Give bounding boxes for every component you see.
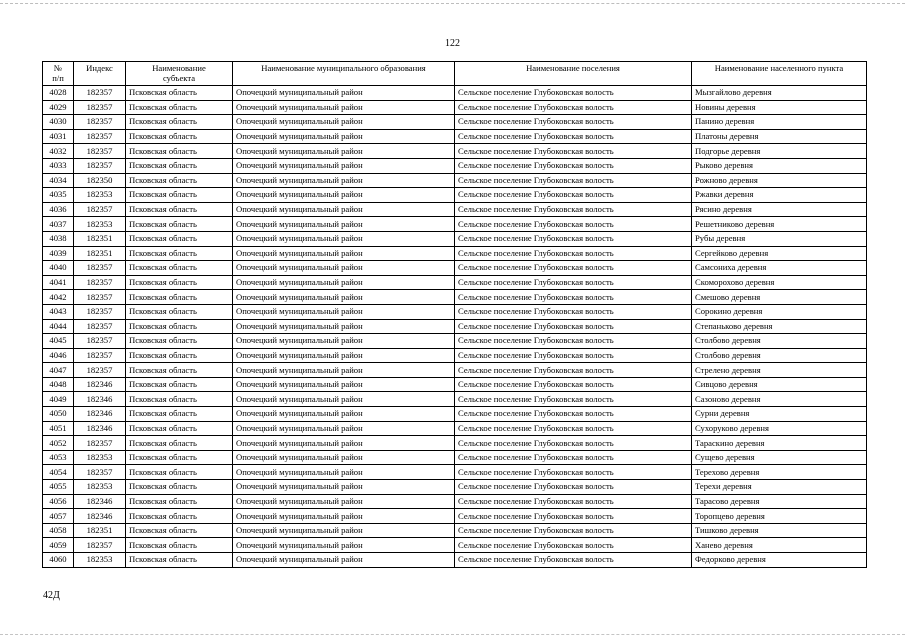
table-row: [43, 377, 867, 392]
cell-index: 182350: [74, 173, 126, 188]
cell-locality: Сущево деревня: [692, 450, 867, 465]
header-index: Индекс: [74, 62, 126, 86]
cell-subject: Псковская область: [126, 407, 233, 422]
header-number-line2: п/п: [52, 73, 64, 83]
cell-number: 4059: [43, 538, 74, 553]
cell-subject: Псковская область: [126, 173, 233, 188]
cell-locality: Рыково деревня: [692, 158, 867, 173]
cell-settlement: Сельское поселение Глубоковская волость: [455, 407, 692, 422]
header-subject: [126, 62, 233, 86]
cell-locality: Сергейково деревня: [692, 246, 867, 261]
cell-number: 4037: [43, 217, 74, 232]
cell-index: 182357: [74, 115, 126, 130]
cell-subject: Псковская область: [126, 231, 233, 246]
cell-locality: Тараскино деревня: [692, 436, 867, 451]
table-row: [43, 304, 867, 319]
cell-index: 182346: [74, 509, 126, 524]
cell-number: 4058: [43, 523, 74, 538]
cell-number: 4039: [43, 246, 74, 261]
header-municipality: Наименование муниципального образования: [233, 62, 455, 86]
cell-municipality: Опочецкий муниципальный район: [233, 450, 455, 465]
cell-number: 4049: [43, 392, 74, 407]
header-row: [43, 62, 867, 86]
cell-locality: Решетниково деревня: [692, 217, 867, 232]
cell-subject: Псковская область: [126, 304, 233, 319]
cell-number: 4028: [43, 86, 74, 101]
cell-number: 4045: [43, 334, 74, 349]
cell-number: 4050: [43, 407, 74, 422]
cell-number: 4052: [43, 436, 74, 451]
cell-subject: Псковская область: [126, 188, 233, 203]
cell-municipality: Опочецкий муниципальный район: [233, 217, 455, 232]
cell-locality: Рубы деревня: [692, 231, 867, 246]
table-row: [43, 246, 867, 261]
cell-settlement: Сельское поселение Глубоковская волость: [455, 261, 692, 276]
cell-municipality: Опочецкий муниципальный район: [233, 509, 455, 524]
cell-locality: Сурни деревня: [692, 407, 867, 422]
cell-settlement: Сельское поселение Глубоковская волость: [455, 450, 692, 465]
cell-number: 4041: [43, 275, 74, 290]
cell-index: 182357: [74, 334, 126, 349]
table-row: [43, 538, 867, 553]
cell-subject: Псковская область: [126, 392, 233, 407]
cell-index: 182357: [74, 290, 126, 305]
cell-locality: Сухоруково деревня: [692, 421, 867, 436]
cell-number: 4051: [43, 421, 74, 436]
cell-number: 4033: [43, 158, 74, 173]
table-row: [43, 363, 867, 378]
header-subject-line2: субъекта: [162, 73, 196, 83]
cell-settlement: Сельское поселение Глубоковская волость: [455, 465, 692, 480]
cell-municipality: Опочецкий муниципальный район: [233, 86, 455, 101]
cell-municipality: Опочецкий муниципальный район: [233, 392, 455, 407]
cell-settlement: Сельское поселение Глубоковская волость: [455, 480, 692, 495]
cell-settlement: Сельское поселение Глубоковская волость: [455, 377, 692, 392]
cell-index: 182357: [74, 86, 126, 101]
cell-number: 4029: [43, 100, 74, 115]
cell-subject: Псковская область: [126, 319, 233, 334]
cell-index: 182357: [74, 465, 126, 480]
cell-settlement: Сельское поселение Глубоковская волость: [455, 363, 692, 378]
cell-locality: Тишково деревня: [692, 523, 867, 538]
cell-subject: Псковская область: [126, 480, 233, 495]
cell-municipality: Опочецкий муниципальный район: [233, 407, 455, 422]
footer-code: 42Д: [43, 590, 60, 601]
cell-index: 182357: [74, 100, 126, 115]
cell-index: 182357: [74, 275, 126, 290]
cell-subject: Псковская область: [126, 421, 233, 436]
table-row: [43, 261, 867, 276]
cell-settlement: Сельское поселение Глубоковская волость: [455, 319, 692, 334]
cell-municipality: Опочецкий муниципальный район: [233, 523, 455, 538]
cell-municipality: Опочецкий муниципальный район: [233, 538, 455, 553]
cell-locality: Столбово деревня: [692, 348, 867, 363]
table-row: [43, 115, 867, 130]
cell-subject: Псковская область: [126, 348, 233, 363]
cell-number: 4060: [43, 553, 74, 568]
cell-index: 182357: [74, 436, 126, 451]
table-row: [43, 129, 867, 144]
cell-locality: Рожново деревня: [692, 173, 867, 188]
cell-municipality: Опочецкий муниципальный район: [233, 494, 455, 509]
table-row: [43, 450, 867, 465]
cell-locality: Сивцово деревня: [692, 377, 867, 392]
cell-index: 182357: [74, 304, 126, 319]
cell-subject: Псковская область: [126, 523, 233, 538]
cell-subject: Псковская область: [126, 450, 233, 465]
cell-municipality: Опочецкий муниципальный район: [233, 421, 455, 436]
cell-index: 182346: [74, 377, 126, 392]
header-settlement: Наименование поселения: [455, 62, 692, 86]
cell-number: 4031: [43, 129, 74, 144]
cell-index: 182353: [74, 480, 126, 495]
cell-municipality: Опочецкий муниципальный район: [233, 115, 455, 130]
cell-locality: Тарасово деревня: [692, 494, 867, 509]
cell-locality: Новины деревня: [692, 100, 867, 115]
table-header: [43, 62, 867, 86]
cell-number: 4056: [43, 494, 74, 509]
cell-subject: Псковская область: [126, 261, 233, 276]
cell-settlement: Сельское поселение Глубоковская волость: [455, 144, 692, 159]
cell-index: 182357: [74, 348, 126, 363]
cell-locality: Федорково деревня: [692, 553, 867, 568]
table-row: [43, 86, 867, 101]
cell-locality: Панино деревня: [692, 115, 867, 130]
cell-number: 4035: [43, 188, 74, 203]
cell-locality: Столбово деревня: [692, 334, 867, 349]
cell-locality: Терехово деревня: [692, 465, 867, 480]
cell-municipality: Опочецкий муниципальный район: [233, 144, 455, 159]
table-row: [43, 480, 867, 495]
cell-locality: Подгорье деревня: [692, 144, 867, 159]
cell-index: 182353: [74, 450, 126, 465]
cell-settlement: Сельское поселение Глубоковская волость: [455, 231, 692, 246]
cell-subject: Псковская область: [126, 363, 233, 378]
header-number: [43, 62, 74, 86]
cell-locality: Самсониха деревня: [692, 261, 867, 276]
cell-settlement: Сельское поселение Глубоковская волость: [455, 553, 692, 568]
table-row: [43, 553, 867, 568]
cell-index: 182357: [74, 261, 126, 276]
cell-settlement: Сельское поселение Глубоковская волость: [455, 115, 692, 130]
cell-municipality: Опочецкий муниципальный район: [233, 173, 455, 188]
cell-settlement: Сельское поселение Глубоковская волость: [455, 421, 692, 436]
cell-subject: Псковская область: [126, 144, 233, 159]
header-subject-line1: Наименование: [152, 63, 206, 73]
cell-number: 4046: [43, 348, 74, 363]
cell-subject: Псковская область: [126, 290, 233, 305]
table-row: [43, 217, 867, 232]
cell-locality: Смешово деревня: [692, 290, 867, 305]
table-row: [43, 173, 867, 188]
table-row: [43, 509, 867, 524]
cell-municipality: Опочецкий муниципальный район: [233, 465, 455, 480]
cell-number: 4053: [43, 450, 74, 465]
cell-settlement: Сельское поселение Глубоковская волость: [455, 334, 692, 349]
header-number-line1: №: [53, 63, 63, 73]
cell-settlement: Сельское поселение Глубоковская волость: [455, 129, 692, 144]
cell-number: 4036: [43, 202, 74, 217]
cell-settlement: Сельское поселение Глубоковская волость: [455, 275, 692, 290]
cell-municipality: Опочецкий муниципальный район: [233, 436, 455, 451]
cell-settlement: Сельское поселение Глубоковская волость: [455, 523, 692, 538]
cell-locality: Сорокино деревня: [692, 304, 867, 319]
cell-number: 4048: [43, 377, 74, 392]
table-row: [43, 319, 867, 334]
cell-municipality: Опочецкий муниципальный район: [233, 246, 455, 261]
cell-municipality: Опочецкий муниципальный район: [233, 334, 455, 349]
cell-municipality: Опочецкий муниципальный район: [233, 100, 455, 115]
cell-subject: Псковская область: [126, 465, 233, 480]
table-row: [43, 523, 867, 538]
cell-number: 4042: [43, 290, 74, 305]
settlements-table: [42, 61, 867, 568]
cell-subject: Псковская область: [126, 100, 233, 115]
table-row: [43, 436, 867, 451]
cell-municipality: Опочецкий муниципальный район: [233, 480, 455, 495]
cell-municipality: Опочецкий муниципальный район: [233, 363, 455, 378]
cell-settlement: Сельское поселение Глубоковская волость: [455, 158, 692, 173]
table-row: [43, 421, 867, 436]
cell-number: 4054: [43, 465, 74, 480]
cell-index: 182351: [74, 246, 126, 261]
cell-index: 182357: [74, 158, 126, 173]
cell-index: 182353: [74, 217, 126, 232]
cell-municipality: Опочецкий муниципальный район: [233, 231, 455, 246]
table-row: [43, 275, 867, 290]
cell-settlement: Сельское поселение Глубоковская волость: [455, 509, 692, 524]
cell-locality: Стрелено деревня: [692, 363, 867, 378]
cell-settlement: Сельское поселение Глубоковская волость: [455, 304, 692, 319]
cell-number: 4038: [43, 231, 74, 246]
cell-index: 182357: [74, 202, 126, 217]
cell-index: 182353: [74, 188, 126, 203]
cell-settlement: Сельское поселение Глубоковская волость: [455, 436, 692, 451]
table-row: [43, 334, 867, 349]
cell-municipality: Опочецкий муниципальный район: [233, 275, 455, 290]
table-row: [43, 231, 867, 246]
cell-number: 4044: [43, 319, 74, 334]
cell-subject: Псковская область: [126, 334, 233, 349]
cell-settlement: Сельское поселение Глубоковская волость: [455, 100, 692, 115]
table-row: [43, 494, 867, 509]
cell-municipality: Опочецкий муниципальный район: [233, 129, 455, 144]
table-row: [43, 392, 867, 407]
table-row: [43, 158, 867, 173]
cell-index: 182357: [74, 538, 126, 553]
cell-settlement: Сельское поселение Глубоковская волость: [455, 290, 692, 305]
cell-index: 182357: [74, 363, 126, 378]
cell-index: 182357: [74, 129, 126, 144]
table-row: [43, 348, 867, 363]
table-row: [43, 100, 867, 115]
cell-settlement: Сельское поселение Глубоковская волость: [455, 246, 692, 261]
cell-locality: Терехи деревня: [692, 480, 867, 495]
cell-subject: Псковская область: [126, 246, 233, 261]
cell-subject: Псковская область: [126, 494, 233, 509]
cell-number: 4057: [43, 509, 74, 524]
scan-edge-top: [0, 3, 905, 4]
table-row: [43, 407, 867, 422]
cell-locality: Торопцево деревня: [692, 509, 867, 524]
cell-municipality: Опочецкий муниципальный район: [233, 377, 455, 392]
cell-index: 182357: [74, 319, 126, 334]
cell-number: 4047: [43, 363, 74, 378]
cell-locality: Платоны деревня: [692, 129, 867, 144]
cell-subject: Псковская область: [126, 275, 233, 290]
cell-settlement: Сельское поселение Глубоковская волость: [455, 188, 692, 203]
table-row: [43, 144, 867, 159]
cell-subject: Псковская область: [126, 538, 233, 553]
cell-municipality: Опочецкий муниципальный район: [233, 348, 455, 363]
cell-municipality: Опочецкий муниципальный район: [233, 188, 455, 203]
cell-number: 4040: [43, 261, 74, 276]
cell-locality: Скоморохово деревня: [692, 275, 867, 290]
cell-settlement: Сельское поселение Глубоковская волость: [455, 173, 692, 188]
cell-subject: Псковская область: [126, 553, 233, 568]
scan-edge-bottom: [0, 634, 905, 635]
table-body: [43, 86, 867, 568]
table-row: [43, 465, 867, 480]
cell-municipality: Опочецкий муниципальный район: [233, 261, 455, 276]
table-row: [43, 290, 867, 305]
cell-index: 182346: [74, 494, 126, 509]
cell-subject: Псковская область: [126, 86, 233, 101]
cell-settlement: Сельское поселение Глубоковская волость: [455, 538, 692, 553]
cell-subject: Псковская область: [126, 436, 233, 451]
cell-subject: Псковская область: [126, 217, 233, 232]
table-row: [43, 202, 867, 217]
cell-index: 182346: [74, 407, 126, 422]
cell-locality: Степаньково деревня: [692, 319, 867, 334]
cell-subject: Псковская область: [126, 158, 233, 173]
cell-locality: Рясино деревня: [692, 202, 867, 217]
cell-settlement: Сельское поселение Глубоковская волость: [455, 348, 692, 363]
cell-number: 4034: [43, 173, 74, 188]
header-locality: Наименование населенного пункта: [692, 62, 867, 86]
cell-municipality: Опочецкий муниципальный район: [233, 304, 455, 319]
cell-municipality: Опочецкий муниципальный район: [233, 158, 455, 173]
cell-municipality: Опочецкий муниципальный район: [233, 319, 455, 334]
cell-index: 182353: [74, 553, 126, 568]
cell-settlement: Сельское поселение Глубоковская волость: [455, 217, 692, 232]
cell-index: 182351: [74, 231, 126, 246]
cell-locality: Мызгайлово деревня: [692, 86, 867, 101]
cell-settlement: Сельское поселение Глубоковская волость: [455, 494, 692, 509]
cell-index: 182346: [74, 421, 126, 436]
cell-index: 182351: [74, 523, 126, 538]
table-row: [43, 188, 867, 203]
cell-settlement: Сельское поселение Глубоковская волость: [455, 202, 692, 217]
cell-locality: Сазоново деревня: [692, 392, 867, 407]
page-number: 122: [445, 38, 460, 49]
cell-subject: Псковская область: [126, 509, 233, 524]
cell-index: 182357: [74, 144, 126, 159]
cell-subject: Псковская область: [126, 129, 233, 144]
cell-subject: Псковская область: [126, 115, 233, 130]
cell-settlement: Сельское поселение Глубоковская волость: [455, 392, 692, 407]
cell-municipality: Опочецкий муниципальный район: [233, 202, 455, 217]
cell-index: 182346: [74, 392, 126, 407]
cell-number: 4043: [43, 304, 74, 319]
cell-settlement: Сельское поселение Глубоковская волость: [455, 86, 692, 101]
cell-number: 4055: [43, 480, 74, 495]
cell-subject: Псковская область: [126, 202, 233, 217]
cell-locality: Ханево деревня: [692, 538, 867, 553]
cell-municipality: Опочецкий муниципальный район: [233, 553, 455, 568]
cell-number: 4032: [43, 144, 74, 159]
cell-number: 4030: [43, 115, 74, 130]
cell-subject: Псковская область: [126, 377, 233, 392]
cell-municipality: Опочецкий муниципальный район: [233, 290, 455, 305]
cell-locality: Ржавки деревня: [692, 188, 867, 203]
